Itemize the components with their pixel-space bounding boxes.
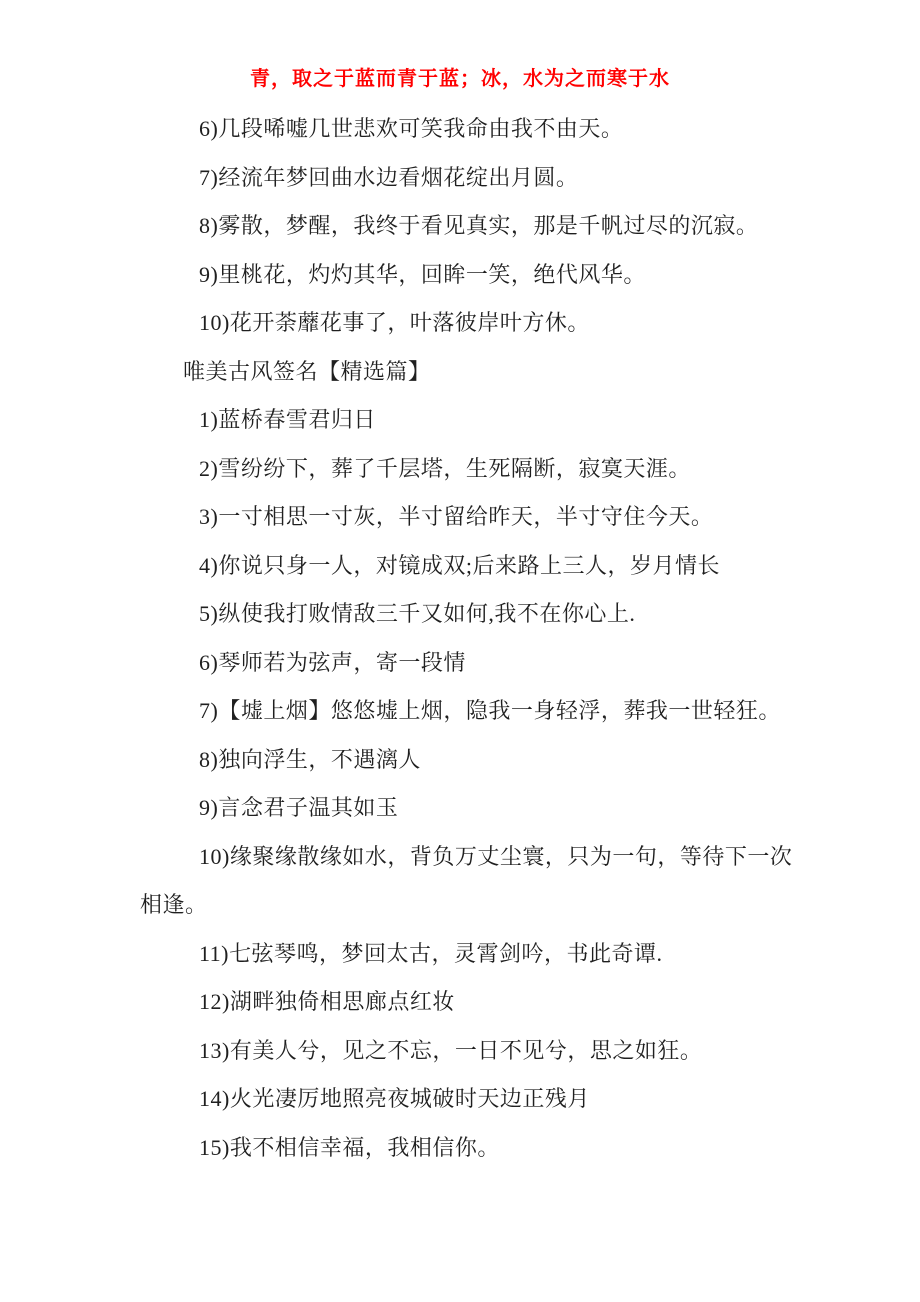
signature-line: 10)缘聚缘散缘如水，背负万丈尘寰，只为一句，等待下一次 [199, 843, 793, 869]
signature-line: 7)经流年梦回曲水边看烟花绽出月圆。 [199, 164, 579, 190]
signature-line: 8)独向浮生，不遇漓人 [199, 746, 421, 772]
signature-line: 7)【墟上烟】悠悠墟上烟，隐我一身轻浮，葬我一世轻狂。 [199, 698, 781, 723]
signature-line: 14)火光凄厉地照亮夜城破时天边正残月 [199, 1086, 590, 1111]
signature-line: 15)我不相信幸福，我相信你。 [199, 1134, 500, 1160]
signature-line: 10)花开荼蘼花事了，叶落彼岸叶方休。 [199, 310, 590, 335]
document-header-title: 青，取之于蓝而青于蓝；冰，水为之而寒于水 [250, 68, 670, 90]
signature-line: 6)几段唏嘘几世悲欢可笑我命由我不由天。 [199, 116, 624, 141]
signature-line: 5)纵使我打败情敌三千又如何,我不在你心上. [199, 601, 636, 626]
signature-line: 4)你说只身一人，对镜成双;后来路上三人，岁月情长 [199, 552, 720, 578]
section-title: 唯美古风签名【精选篇】 [183, 358, 431, 384]
signature-line: 9)里桃花，灼灼其华，回眸一笑，绝代风华。 [199, 261, 646, 287]
signature-line: 2)雪纷纷下，葬了千层塔，生死隔断，寂寞天涯。 [199, 455, 691, 481]
signature-line: 12)湖畔独倚相思廊点红妆 [199, 989, 455, 1014]
signature-line: 9)言念君子温其如玉 [199, 795, 399, 820]
signature-line: 6)琴师若为弦声，寄一段情 [199, 649, 466, 675]
signature-line: 11)七弦琴鸣，梦回太古，灵霄剑吟，书此奇谭. [199, 940, 663, 966]
signature-line: 8)雾散，梦醒，我终于看见真实，那是千帆过尽的沉寂。 [199, 213, 759, 238]
signature-line: 13)有美人兮，见之不忘，一日不见兮，思之如狂。 [199, 1037, 703, 1063]
signature-line: 相逢。 [140, 892, 208, 917]
line-list [140, 92, 793, 1172]
signature-line: 3)一寸相思一寸灰，半寸留给昨天，半寸守住今天。 [199, 504, 714, 529]
signature-line: 1)蓝桥春雪君归日 [199, 407, 376, 432]
